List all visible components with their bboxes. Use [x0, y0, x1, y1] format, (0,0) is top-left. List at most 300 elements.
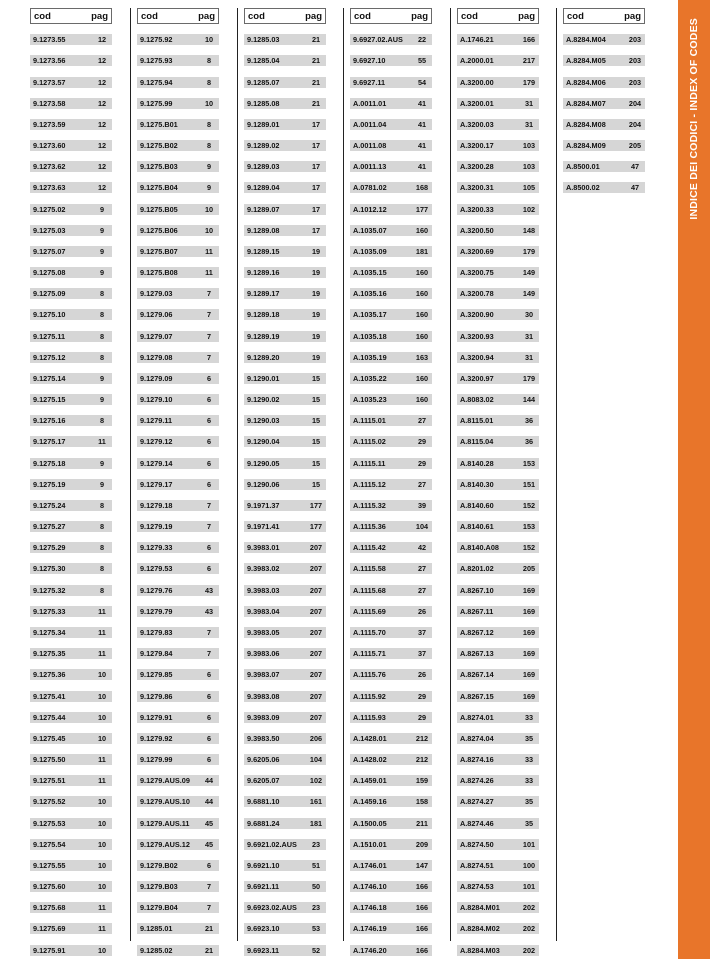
table-row: [30, 55, 112, 66]
page-cell: 207: [309, 585, 323, 595]
table-row: [244, 669, 326, 680]
table-row: [244, 733, 326, 744]
code-cell: 9.1279.AUS.11: [140, 818, 190, 828]
page-cell: 29: [417, 691, 427, 701]
code-cell: A.3200.93: [460, 331, 494, 341]
page-cell: 217: [522, 56, 536, 66]
code-cell: A.8274.04: [460, 733, 494, 743]
index-column-4: [350, 8, 432, 956]
table-row: [137, 860, 219, 871]
table-row: [30, 585, 112, 596]
code-cell: 9.1279.B04: [140, 903, 178, 913]
table-row: [137, 712, 219, 723]
code-cell: 9.1275.B05: [140, 204, 178, 214]
table-row: [137, 585, 219, 596]
table-row: [30, 754, 112, 765]
page-cell: 12: [97, 119, 107, 129]
code-cell: A.8115.04: [460, 437, 494, 447]
code-cell: A.3200.31: [460, 183, 494, 193]
table-row: [457, 796, 539, 807]
table-row: [457, 500, 539, 511]
code-cell: A.3200.69: [460, 246, 494, 256]
table-row: [137, 309, 219, 320]
table-row: [350, 669, 432, 680]
code-cell: 9.1279.11: [140, 416, 173, 426]
code-cell: A.8274.53: [460, 882, 494, 892]
table-row: [137, 415, 219, 426]
code-cell: 9.1279.06: [140, 310, 173, 320]
code-cell: A.1428.01: [353, 733, 387, 743]
table-row: [137, 458, 219, 469]
page-cell: 8: [99, 331, 105, 341]
code-cell: 9.1275.B01: [140, 119, 178, 129]
page-cell: 7: [206, 903, 212, 913]
page-cell: 203: [628, 77, 642, 87]
table-row: [457, 458, 539, 469]
table-row: [137, 34, 219, 45]
page-cell: 8: [99, 585, 105, 595]
page-cell: 168: [415, 183, 429, 193]
table-row: [30, 775, 112, 786]
page-cell: 9: [206, 162, 212, 172]
page-cell: 205: [522, 564, 536, 574]
code-cell: A.3200.01: [460, 98, 494, 108]
page-cell: 26: [417, 670, 427, 680]
code-cell: 9.1971.37: [247, 500, 280, 510]
table-row: [457, 563, 539, 574]
code-cell: A.8284.M05: [566, 56, 606, 66]
code-cell: A.1746.18: [353, 903, 387, 913]
code-cell: 9.1275.27: [33, 522, 66, 532]
table-row: [457, 352, 539, 363]
page-cell: 163: [415, 352, 429, 362]
code-cell: 9.1290.04: [247, 437, 280, 447]
table-row: [30, 521, 112, 532]
code-cell: 9.3983.05: [247, 627, 280, 637]
page-cell: 7: [206, 649, 212, 659]
code-cell: A.8267.13: [460, 649, 494, 659]
table-row: [30, 204, 112, 215]
table-row: [457, 818, 539, 829]
table-row: [244, 839, 326, 850]
table-row: [137, 923, 219, 934]
code-cell: A.1746.01: [353, 860, 387, 870]
table-row: [30, 119, 112, 130]
code-cell: A.1035.19: [353, 352, 387, 362]
code-cell: A.8284.M01: [460, 903, 500, 913]
code-cell: 9.3983.08: [247, 691, 280, 701]
code-cell: 9.1275.18: [33, 458, 66, 468]
page-cell: 11: [98, 755, 106, 765]
page-cell: 35: [524, 818, 534, 828]
code-cell: A.2000.01: [460, 56, 494, 66]
table-row: [244, 225, 326, 236]
code-cell: A.0011.08: [353, 141, 387, 151]
table-row: [30, 606, 112, 617]
page-cell: 9: [99, 458, 105, 468]
page-cell: 10: [97, 797, 107, 807]
table-row: [244, 373, 326, 384]
code-cell: 9.3983.02: [247, 564, 280, 574]
code-cell: A.1510.01: [353, 839, 387, 849]
code-cell: 9.1279.B02: [140, 860, 178, 870]
code-cell: 9.1279.92: [140, 733, 173, 743]
table-row: [350, 34, 432, 45]
page-cell: 166: [415, 903, 429, 913]
page-cell: 36: [524, 437, 534, 447]
code-cell: A.8274.51: [460, 860, 494, 870]
code-cell: 9.1279.84: [140, 649, 173, 659]
page-cell: 181: [309, 818, 323, 828]
table-row: [30, 818, 112, 829]
code-cell: 9.1273.59: [33, 119, 66, 129]
table-row: [30, 902, 112, 913]
page-cell: 160: [415, 225, 429, 235]
table-row: [244, 55, 326, 66]
code-cell: 9.1279.03: [140, 289, 173, 299]
page-cell: 27: [417, 585, 427, 595]
code-cell: 9.1275.10: [33, 310, 66, 320]
page-cell: 179: [522, 77, 536, 87]
page-cell: 151: [522, 479, 536, 489]
code-cell: 9.6881.10: [247, 797, 280, 807]
code-cell: A.1428.02: [353, 755, 387, 765]
code-cell: 9.1273.60: [33, 141, 66, 151]
header-cod: cod: [567, 10, 584, 22]
page-cell: 41: [417, 162, 427, 172]
table-row: [30, 140, 112, 151]
code-cell: A.1746.21: [460, 35, 494, 45]
page-cell: 7: [206, 352, 212, 362]
code-cell: A.1115.92: [353, 691, 386, 701]
page-cell: 8: [99, 500, 105, 510]
index-column-1: [30, 8, 112, 956]
code-cell: 9.1289.02: [247, 141, 280, 151]
page-cell: 19: [311, 310, 321, 320]
table-row: [457, 521, 539, 532]
code-cell: 9.6923.10: [247, 924, 280, 934]
code-cell: 9.3983.04: [247, 606, 280, 616]
page-cell: 6: [206, 416, 212, 426]
table-row: [350, 204, 432, 215]
page-cell: 8: [99, 564, 105, 574]
page-cell: 177: [309, 522, 323, 532]
page-cell: 12: [97, 98, 107, 108]
code-cell: A.3200.75: [460, 268, 494, 278]
page-cell: 100: [522, 860, 536, 870]
page-cell: 42: [417, 543, 427, 553]
page-cell: 6: [206, 691, 212, 701]
page-cell: 21: [311, 98, 321, 108]
page-cell: 36: [524, 416, 534, 426]
table-row: [30, 331, 112, 342]
header-cod: cod: [34, 10, 51, 22]
page-cell: 160: [415, 289, 429, 299]
table-row: [137, 648, 219, 659]
page-cell: 9: [206, 183, 212, 193]
code-cell: A.8267.12: [460, 627, 494, 637]
table-row: [350, 733, 432, 744]
code-cell: A.3200.90: [460, 310, 494, 320]
table-row: [137, 98, 219, 109]
code-cell: 9.1289.19: [247, 331, 280, 341]
page-cell: 51: [311, 860, 321, 870]
code-cell: A.8115.01: [460, 416, 494, 426]
code-cell: A.8284.M06: [566, 77, 606, 87]
page-cell: 41: [417, 119, 427, 129]
table-row: [137, 775, 219, 786]
table-row: [350, 712, 432, 723]
page-cell: 53: [311, 924, 321, 934]
table-row: [350, 119, 432, 130]
page-cell: 6: [206, 395, 212, 405]
page-cell: 8: [99, 352, 105, 362]
code-cell: 9.1275.29: [33, 543, 66, 553]
code-cell: 9.1285.07: [247, 77, 280, 87]
table-row: [457, 225, 539, 236]
page-cell: 7: [206, 882, 212, 892]
code-cell: 9.1275.51: [33, 776, 66, 786]
code-cell: 9.1275.69: [33, 924, 66, 934]
page-cell: 12: [97, 35, 107, 45]
table-row: [244, 98, 326, 109]
page-cell: 29: [417, 437, 427, 447]
table-row: [30, 373, 112, 384]
table-row: [457, 479, 539, 490]
code-cell: A.1115.42: [353, 543, 386, 553]
table-row: [244, 818, 326, 829]
code-cell: 9.1285.04: [247, 56, 280, 66]
table-row: [457, 309, 539, 320]
page-cell: 27: [417, 479, 427, 489]
page-cell: 44: [204, 797, 214, 807]
code-cell: 9.1275.36: [33, 670, 66, 680]
code-cell: A.8140.61: [460, 522, 494, 532]
table-row: [30, 394, 112, 405]
table-row: [30, 945, 112, 956]
page-cell: 11: [98, 649, 106, 659]
table-row: [350, 818, 432, 829]
table-row: [137, 479, 219, 490]
page-cell: 9: [99, 373, 105, 383]
page-cell: 10: [97, 945, 107, 955]
code-cell: A.3200.03: [460, 119, 494, 129]
page-cell: 212: [415, 733, 429, 743]
page-cell: 179: [522, 373, 536, 383]
page-cell: 9: [99, 395, 105, 405]
page-cell: 6: [206, 458, 212, 468]
page-cell: 31: [524, 98, 534, 108]
table-row: [244, 923, 326, 934]
code-cell: 9.1275.94: [140, 77, 173, 87]
table-row: [30, 712, 112, 723]
code-cell: A.8267.14: [460, 670, 494, 680]
code-cell: 9.1290.01: [247, 373, 280, 383]
table-row: [457, 881, 539, 892]
code-cell: 9.1279.83: [140, 627, 173, 637]
table-row: [137, 902, 219, 913]
page-cell: 10: [97, 839, 107, 849]
code-cell: 9.1275.B03: [140, 162, 178, 172]
code-cell: A.1012.12: [353, 204, 387, 214]
header-pag: pag: [91, 10, 108, 22]
code-cell: 9.6923.02.AUS: [247, 903, 297, 913]
code-cell: A.1115.71: [353, 649, 386, 659]
table-row: [244, 140, 326, 151]
table-row: [244, 479, 326, 490]
table-row: [350, 881, 432, 892]
page-cell: 169: [522, 585, 536, 595]
table-row: [350, 415, 432, 426]
code-cell: A.8284.M09: [566, 141, 606, 151]
table-row: [350, 627, 432, 638]
page-cell: 169: [522, 627, 536, 637]
page-cell: 7: [206, 289, 212, 299]
header-cod: cod: [461, 10, 478, 22]
table-row: [137, 352, 219, 363]
table-row: [350, 288, 432, 299]
page-cell: 10: [97, 882, 107, 892]
table-row: [30, 923, 112, 934]
code-cell: 9.6881.24: [247, 818, 280, 828]
page-cell: 169: [522, 691, 536, 701]
code-cell: 9.1289.01: [247, 119, 280, 129]
code-cell: 9.1289.17: [247, 289, 280, 299]
page-cell: 160: [415, 331, 429, 341]
page-cell: 10: [204, 98, 214, 108]
code-cell: A.8284.M07: [566, 98, 606, 108]
header-pag: pag: [198, 10, 215, 22]
table-row: [244, 796, 326, 807]
table-row: [30, 627, 112, 638]
page-cell: 41: [417, 98, 427, 108]
page-cell: 102: [522, 204, 536, 214]
code-cell: 9.1279.08: [140, 352, 173, 362]
code-cell: 9.1279.AUS.12: [140, 839, 190, 849]
code-cell: 9.1275.53: [33, 818, 66, 828]
page-cell: 19: [311, 352, 321, 362]
page-cell: 147: [415, 860, 429, 870]
page-cell: 50: [311, 882, 321, 892]
page-cell: 103: [522, 141, 536, 151]
code-cell: 9.1275.33: [33, 606, 66, 616]
code-cell: 9.3983.09: [247, 712, 280, 722]
table-row: [457, 691, 539, 702]
table-row: [350, 246, 432, 257]
table-row: [137, 373, 219, 384]
page-cell: 37: [417, 627, 427, 637]
page-cell: 6: [206, 543, 212, 553]
table-row: [350, 521, 432, 532]
page-cell: 17: [311, 225, 321, 235]
table-row: [563, 140, 645, 151]
page-cell: 7: [206, 522, 212, 532]
page-cell: 15: [311, 395, 321, 405]
code-cell: A.1035.17: [353, 310, 387, 320]
table-row: [30, 648, 112, 659]
page-cell: 45: [204, 818, 214, 828]
page-cell: 21: [204, 945, 214, 955]
page-cell: 207: [309, 670, 323, 680]
table-row: [244, 394, 326, 405]
table-row: [457, 754, 539, 765]
code-cell: 9.1275.44: [33, 712, 66, 722]
code-cell: 9.1279.76: [140, 585, 173, 595]
table-row: [457, 902, 539, 913]
code-cell: A.1459.01: [353, 776, 387, 786]
table-row: [30, 669, 112, 680]
code-cell: A.8274.46: [460, 818, 494, 828]
table-row: [30, 542, 112, 553]
page-cell: 6: [206, 860, 212, 870]
code-cell: 9.1275.03: [33, 225, 66, 235]
code-cell: A.8274.50: [460, 839, 494, 849]
page-cell: 12: [97, 162, 107, 172]
table-row: [350, 923, 432, 934]
code-cell: A.3200.17: [460, 141, 494, 151]
page-cell: 149: [522, 289, 536, 299]
table-row: [563, 119, 645, 130]
header-cod: cod: [354, 10, 371, 22]
code-cell: A.8140.30: [460, 479, 494, 489]
code-cell: 9.1275.45: [33, 733, 66, 743]
table-row: [30, 881, 112, 892]
page-cell: 212: [415, 755, 429, 765]
table-row: [350, 77, 432, 88]
table-row: [30, 733, 112, 744]
code-cell: 9.6205.07: [247, 776, 280, 786]
table-row: [350, 458, 432, 469]
code-cell: 9.1275.11: [33, 331, 66, 341]
page-cell: 209: [415, 839, 429, 849]
table-row: [137, 521, 219, 532]
code-cell: A.1459.16: [353, 797, 387, 807]
table-row: [350, 754, 432, 765]
table-row: [244, 627, 326, 638]
table-row: [137, 945, 219, 956]
page-cell: 54: [417, 77, 427, 87]
page-cell: 153: [522, 458, 536, 468]
code-cell: A.3200.00: [460, 77, 494, 87]
table-row: [457, 712, 539, 723]
page-cell: 39: [417, 500, 427, 510]
page-cell: 31: [524, 119, 534, 129]
table-row: [457, 140, 539, 151]
page-cell: 207: [309, 543, 323, 553]
table-row: [350, 182, 432, 193]
page-cell: 35: [524, 733, 534, 743]
page-cell: 17: [311, 141, 321, 151]
table-row: [137, 542, 219, 553]
code-cell: 9.3983.06: [247, 649, 280, 659]
table-row: [350, 309, 432, 320]
column-divider: [343, 8, 344, 941]
code-cell: A.8083.02: [460, 395, 494, 405]
page-cell: 144: [522, 395, 536, 405]
page-cell: 29: [417, 458, 427, 468]
table-row: [350, 373, 432, 384]
code-cell: A.3200.50: [460, 225, 494, 235]
page-cell: 8: [206, 77, 212, 87]
page-cell: 207: [309, 606, 323, 616]
page-cell: 47: [630, 162, 640, 172]
code-cell: 9.1275.52: [33, 797, 66, 807]
table-row: [244, 436, 326, 447]
page-cell: 27: [417, 416, 427, 426]
table-row: [350, 648, 432, 659]
code-cell: 9.1275.14: [33, 373, 66, 383]
page-cell: 160: [415, 268, 429, 278]
